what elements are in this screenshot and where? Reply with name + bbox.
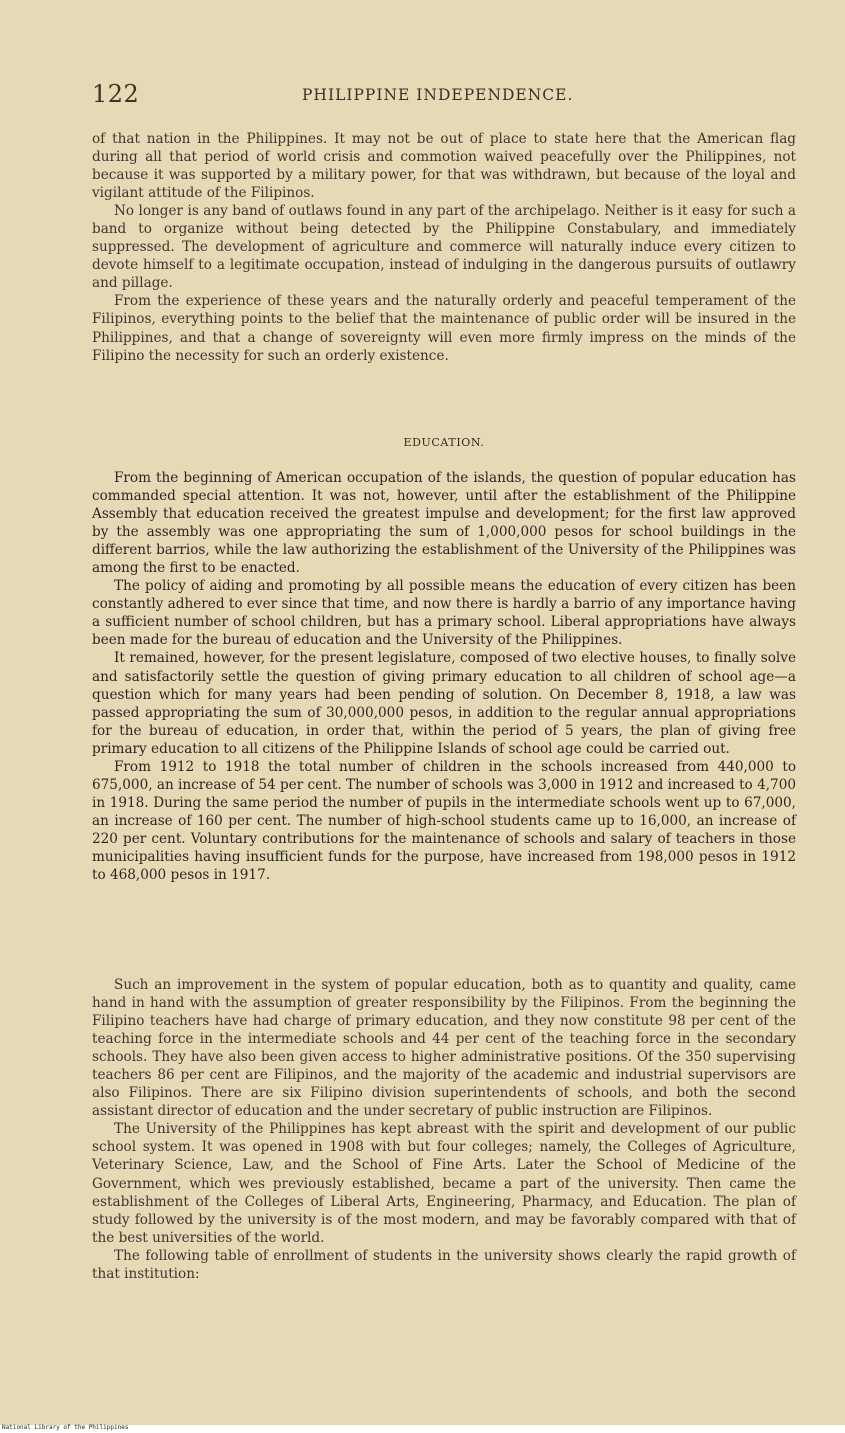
section-heading: EDUCATION. bbox=[403, 436, 485, 449]
paragraph: From the beginning of American occupation of the islands, the question of popular education has commanded special attention. It was not, however, until after the establishment of the Philippine Assembly that education received the greatest impulse and development; for the first law approved by the assembly was one appropriating the sum of 1,000,000 pesos for school buildings in the different barrios, while the law authorizing the establishment of the University of the Philippines was among the first to be enacted. bbox=[92, 470, 796, 577]
page-number: 122 bbox=[92, 80, 140, 108]
page-header bbox=[92, 80, 797, 110]
paragraph: Such an improvement in the system of popular education, both as to quantity and quality, came hand in hand with the assumption of greater responsibility by the Filipinos. From the beginning the Filipino teachers have had charge of primary education, and they now constitute 98 per cent of the teaching force in the intermediate schools and 44 per cent of the teaching force in the secondary schools. They have also been given access to higher administrative positions. Of the 350 supervising teachers 86 per cent are Filipinos, and the majority of the academic and industrial supervisors are also Filipinos. There are six Filipino division superintendents of schools, and both the second assistant director of education and the under secretary of public instruction are Filipinos. bbox=[92, 977, 796, 1120]
education-continued-block bbox=[92, 976, 796, 1283]
paragraph: From the experience of these years and the naturally orderly and peaceful temperament of the Filipinos, everything points to the belief that the maintenance of public order will be insured in the Philippines, and that a change of sovereignty will even more firmly impress on the minds of the Filipino the necessity for such an orderly existence. bbox=[92, 293, 796, 364]
paragraph: From 1912 to 1918 the total number of children in the schools increased from 440,000 to 675,000, an increase of 54 per cent. The number of schools was 3,000 in 1912 and increased to 4,700 in 1918. During the same period the number of pupils in the intermediate schools went up to 67,000, an increase of 160 per cent. The number of high-school students came up to 16,000, an increase of 220 per cent. Voluntary contributions for the maintenance of schools and salary of teachers in those municipalities having insufficient funds for the purpose, have increased from 198,000 pesos in 1912 to 468,000 pesos in 1917. bbox=[92, 758, 796, 884]
continued-text-block bbox=[92, 130, 796, 365]
paragraph: No longer is any band of outlaws found in any part of the archipelago. Neither is it easy for such a band to organize without being detected by the Philippine Constabulary, and immediately suppressed. The development of agriculture and commerce will naturally induce every citizen to devote himself to a legitimate occupation, instead of indulging in the dangerous pursuits of outlawry and pillage. bbox=[92, 203, 796, 292]
library-credit: National Library of the Philippines bbox=[2, 1424, 129, 1431]
paragraph: of that nation in the Philippines. It may not be out of place to state here that the American flag during all that period of world crisis and commotion waived peacefully over the Philippines, not because it was supported by a military power, for that was withdrawn, but because of the loyal and vigilant attitude of the Filipinos. bbox=[92, 131, 796, 202]
paragraph: The following table of enrollment of students in the university shows clearly the rapid growth of that institution: bbox=[92, 1247, 796, 1282]
scan-footer bbox=[0, 1425, 845, 1433]
paragraph: The policy of aiding and promoting by all possible means the education of every citizen has been constantly adhered to ever since that time, and now there is hardly a barrio of any importance having a sufficient number of school children, but has a primary school. Liberal appropriations have always been made for the bureau of education and the University of the Philippines. bbox=[92, 578, 796, 649]
education-text-block bbox=[92, 469, 796, 884]
running-head: PHILIPPINE INDEPENDENCE. bbox=[302, 86, 574, 104]
paragraph: The University of the Philippines has kept abreast with the spirit and development of our public school system. It was opened in 1908 with but four colleges; namely, the Colleges of Agriculture, Veterinary Science, Law, and the School of Fine Arts. Later the School of Medicine of the Government, which wes previously established, became a part of the university. Then came the establishment of the Colleges of Liberal Arts, Engineering, Pharmacy, and Education. The plan of study followed by the university is of the most modern, and may be favorably compared with that of the best universities of the world. bbox=[92, 1121, 796, 1246]
paragraph: It remained, however, for the present legislature, composed of two elective houses, to finally solve and satisfactorily settle the question of giving primary education to all children of school age—a question which for many years had been pending of solution. On December 8, 1918, a law was passed appropriating the sum of 30,000,000 pesos, in addition to the regular annual appropriations for the bureau of education, in order that, within the period of 5 years, the plan of giving free primary education to all citizens of the Philippine Islands of school age could be carried out. bbox=[92, 650, 796, 757]
